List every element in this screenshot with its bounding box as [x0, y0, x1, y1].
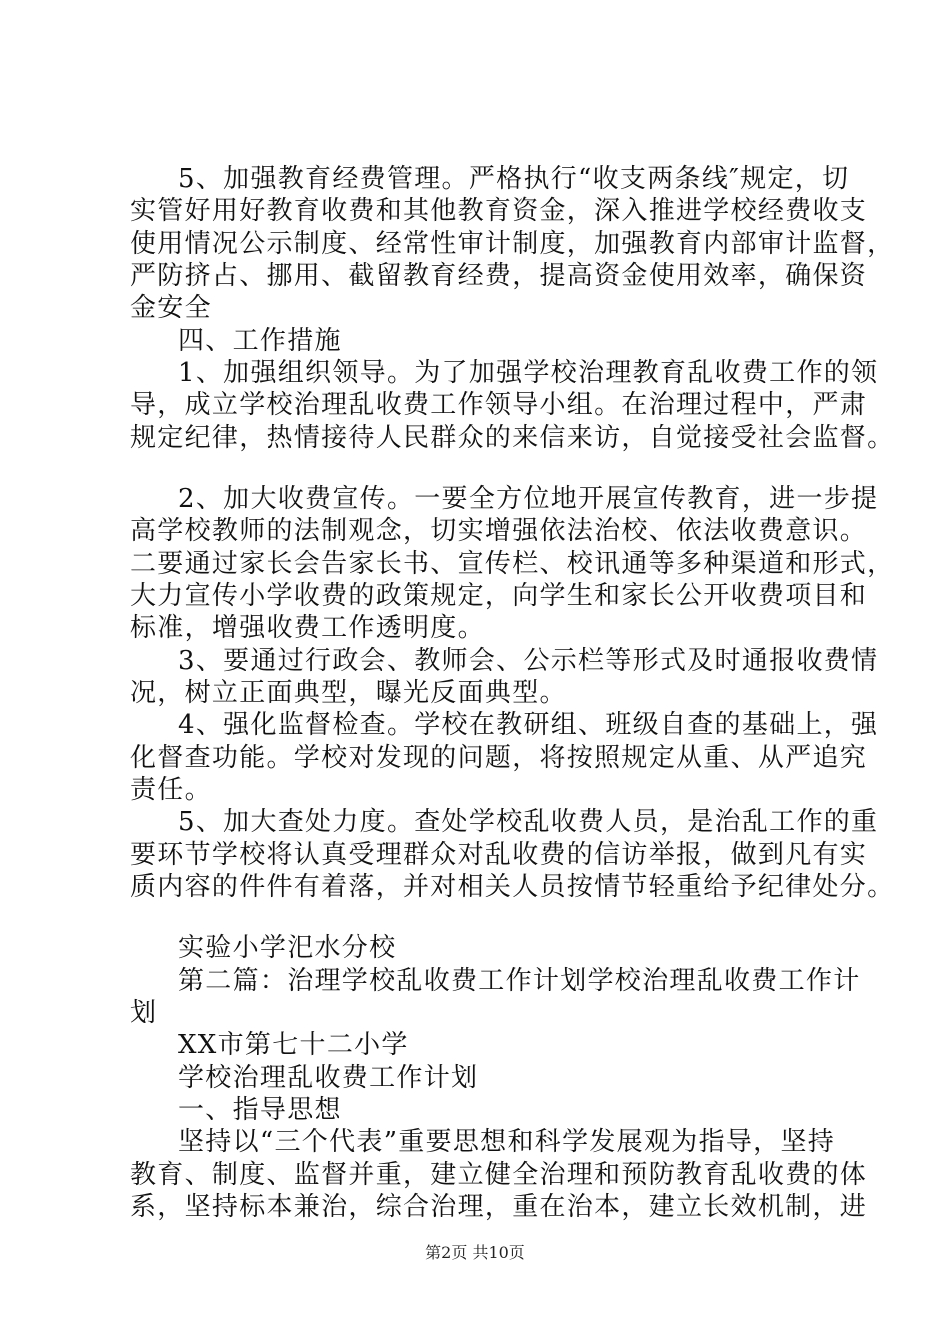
page-number-footer: 第2页 共10页 — [425, 1243, 525, 1262]
paragraph-line: 4、强化监督检查。学校在教研组、班级自查的基础上，强 — [178, 710, 879, 740]
paragraph-line: 教育、制度、监督并重，建立健全治理和预防教育乱收费的体 — [130, 1160, 868, 1190]
paragraph-line: 使用情况公示制度、经常性审计制度，加强教育内部审计监督， — [130, 229, 895, 259]
paragraph-line: 1、加强组织领导。为了加强学校治理教育乱收费工作的领 — [178, 358, 879, 388]
signature-line: 实验小学汜水分校 — [178, 933, 397, 963]
paragraph-line: 大力宣传小学收费的政策规定，向学生和家长公开收费项目和 — [130, 581, 868, 611]
paragraph-line: 高学校教师的法制观念，切实增强依法治校、依法收费意识。 — [130, 516, 868, 546]
chapter-title: 划 — [130, 998, 158, 1028]
paragraph-line: 严防挤占、挪用、截留教育经费，提高资金使用效率，确保资 — [130, 261, 868, 291]
paragraph-line: 5、加大查处力度。查处学校乱收费人员，是治乱工作的重 — [178, 807, 879, 837]
paragraph-line: 2、加大收费宣传。一要全方位地开展宣传教育，进一步提 — [178, 484, 879, 514]
paragraph-line: 况，树立正面典型，曝光反面典型。 — [130, 678, 567, 708]
paragraph-line: 实管好用好教育收费和其他教育资金，深入推进学校经费收支 — [130, 196, 868, 226]
paragraph-line: 标准，增强收费工作透明度。 — [130, 613, 485, 643]
paragraph-line: 责任。 — [130, 775, 212, 805]
school-name: XX市第七十二小学 — [178, 1030, 409, 1060]
section-heading: 四、工作措施 — [178, 326, 342, 356]
paragraph-line: 二要通过家长会告家长书、宣传栏、校讯通等多种渠道和形式， — [130, 549, 895, 579]
paragraph-line: 导，成立学校治理乱收费工作领导小组。在治理过程中，严肃 — [130, 390, 868, 420]
paragraph-line: 系，坚持标本兼治，综合治理，重在治本，建立长效机制，进 — [130, 1192, 868, 1222]
section-heading: 一、指导思想 — [178, 1095, 342, 1125]
paragraph-line: 坚持以“三个代表”重要思想和科学发展观为指导，坚持 — [178, 1127, 836, 1157]
paragraph-line: 规定纪律，热情接待人民群众的来信来访，自觉接受社会监督。 — [130, 423, 895, 453]
paragraph-line: 质内容的件件有着落，并对相关人员按情节轻重给予纪律处分。 — [130, 872, 895, 902]
paragraph-line: 5、加强教育经费管理。严格执行“收支两条线″规定，切 — [178, 164, 850, 194]
paragraph-line: 金安全 — [130, 293, 212, 323]
paragraph-line: 化督查功能。学校对发现的问题，将按照规定从重、从严追究 — [130, 743, 868, 773]
plan-title: 学校治理乱收费工作计划 — [178, 1063, 479, 1093]
paragraph-line: 3、要通过行政会、教师会、公示栏等形式及时通报收费情 — [178, 646, 879, 676]
paragraph-line: 要环节学校将认真受理群众对乱收费的信访举报，做到凡有实 — [130, 840, 868, 870]
chapter-title: 第二篇：治理学校乱收费工作计划学校治理乱收费工作计 — [178, 966, 861, 996]
